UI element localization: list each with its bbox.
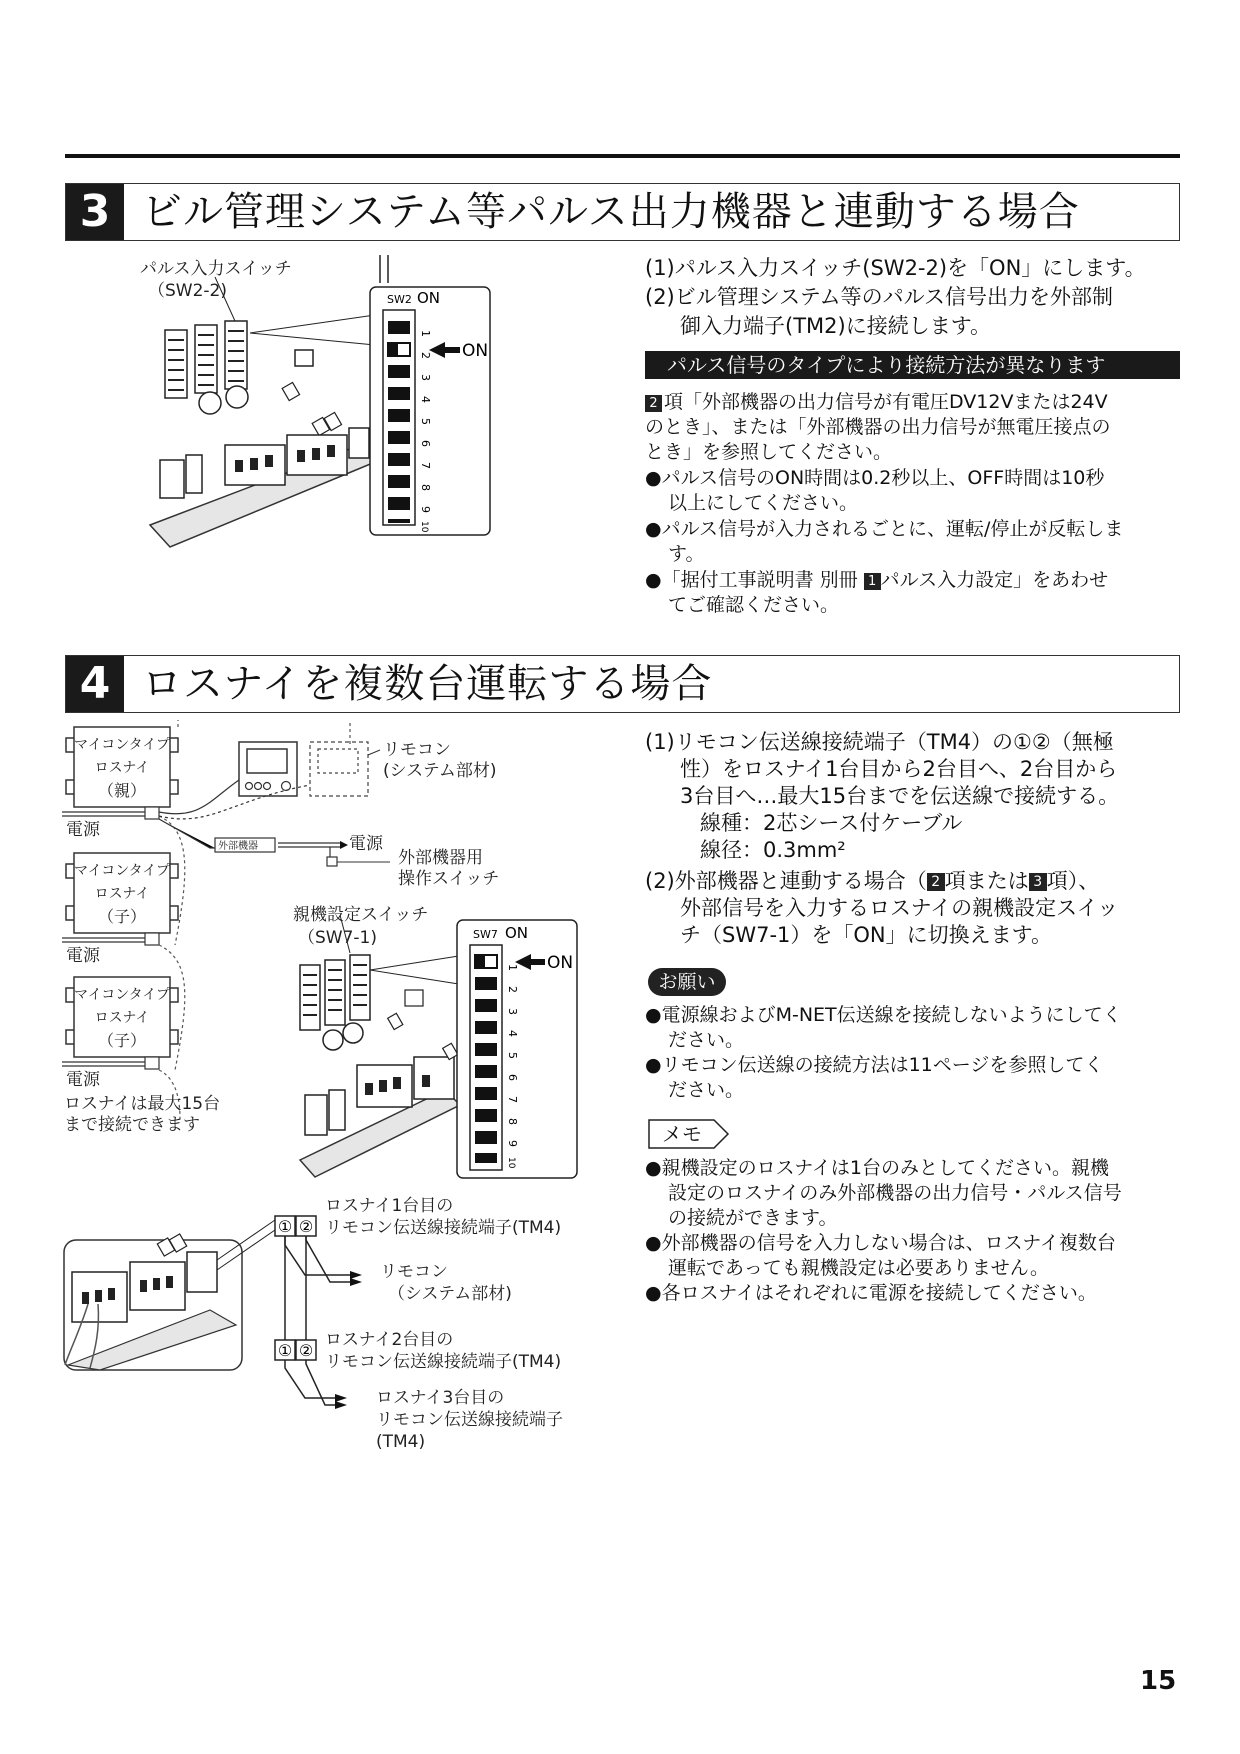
section-4-heading [65,655,1180,713]
remote-label: リモコン [383,740,451,760]
top-rule [65,154,1180,158]
unit-1-line-2: ロスナイ [94,760,150,776]
to-remote-label-1: リモコン [380,1262,448,1282]
memo-bullet-1: ●親機設定のロスナイは1台のみとしてください。親機 [645,1157,1109,1179]
section-3-number: 3 [66,184,124,240]
sw7-on-label: ON [505,924,529,942]
section-4-title: ロスナイを複数台運転する場合 [142,661,713,707]
arrow-right-icon [350,1271,362,1279]
s4-wire-type: 線種：2芯シース付ケーブル [700,811,963,835]
memo-bullet-1-cont-1: 設定のロスナイのみ外部機器の出力信号・パルス信号 [668,1182,1122,1204]
parent-switch-code: （SW7-1) [298,928,377,948]
request-bullet-2: ●リモコン伝送線の接続方法は11ページを参照してく [645,1054,1104,1076]
svg-text:4: 4 [419,396,432,403]
power-label-3: 電源 [66,1070,100,1090]
ref-number-box: 3 [1029,873,1047,891]
svg-text:8: 8 [506,1118,519,1125]
memo-bullet-2-cont: 運転であっても親機設定は必要ありません。 [668,1257,1049,1279]
terminal-1-mark-2: ② [298,1217,314,1236]
pulse-type-banner: パルス信号のタイプにより接続方法が異なります [645,351,1180,379]
unit-3-terminal-label-3: (TM4) [376,1432,426,1452]
svg-text:9: 9 [419,506,432,513]
unit-1-terminal-label-2: リモコン伝送線接続端子(TM4) [325,1218,562,1238]
arrow-right-icon [335,1401,347,1409]
s4-step-1-cont-2: 3台目へ…最大15台までを伝送線で接続する。 [680,784,1120,808]
s3-note-line-1: 2 項「外部機器の出力信号が有電圧DV12Vまたは24V [645,390,1108,414]
svg-text:6: 6 [419,440,432,447]
unit-1-terminal-label-1: ロスナイ1台目の [325,1196,454,1216]
request-bullet-2-cont: ださい。 [668,1079,745,1101]
svg-text:2: 2 [506,986,519,993]
sw2-on-arrow-label: ON [462,341,489,361]
unit-3-terminal-label-2: リモコン伝送線接続端子 [376,1410,563,1430]
s3-note-line-3: とき」を参照してください。 [645,441,893,463]
power-label-1: 電源 [66,820,100,840]
unit-3-line-2: ロスナイ [94,1010,150,1026]
terminal-2-mark-1: ① [277,1341,293,1360]
section-3-heading [65,183,1180,241]
sw2-on-label: ON [417,289,441,307]
memo-label: メモ [662,1122,702,1146]
s3-bullet-1: ●パルス信号のON時間は0.2秒以上、OFF時間は10秒 [645,467,1105,489]
svg-text:5: 5 [419,418,432,425]
to-remote-label-2: （システム部材) [388,1284,512,1304]
external-switch-label-2: 操作スイッチ [398,869,500,889]
max-units-label-1: ロスナイは最大15台 [64,1094,221,1114]
unit-2-terminal-label-1: ロスナイ2台目の [325,1330,454,1350]
power-label-2: 電源 [66,946,100,966]
sw7-name: SW7 [473,928,498,941]
s3-bullet-3: ●「据付工事説明書 別冊 1 パルス入力設定」をあわせ [645,569,1109,591]
s3-bullet-1-cont: 以上にしてください。 [668,492,859,514]
svg-text:1: 1 [506,964,519,971]
page-number: 15 [1140,1666,1177,1696]
ref-number-box: 1 [864,573,881,590]
svg-text:1: 1 [419,330,432,337]
arrow-right-icon [350,1278,362,1286]
ref-number-box: 2 [645,395,662,412]
section-3-title: ビル管理システム等パルス出力機器と連動する場合 [142,189,1080,235]
svg-text:5: 5 [506,1052,519,1059]
unit-3-line-1: マイコンタイプ [74,987,170,1003]
svg-text:6: 6 [506,1074,519,1081]
svg-text:4: 4 [506,1030,519,1037]
ref-number-box: 2 [927,873,945,891]
s3-bullet-2-cont: す。 [668,543,705,565]
unit-3-terminal-label-1: ロスナイ3台目の [376,1388,505,1408]
svg-text:3: 3 [506,1008,519,1015]
svg-text:2: 2 [419,352,432,359]
s4-step-2-cont-2: チ（SW7-1）を「ON」に切換えます。 [680,923,1052,947]
max-units-label-2: まで接続できます [64,1115,200,1135]
unit-2-terminal-label-2: リモコン伝送線接続端子(TM4) [325,1352,562,1372]
svg-text:7: 7 [506,1096,519,1103]
s4-step-2: (2)外部機器と連動する場合（ 2 項または 3 項）、 [645,869,1100,893]
svg-text:10: 10 [506,1157,516,1169]
s3-bullet-2: ●パルス信号が入力されるごとに、運転/停止が反転しま [645,518,1124,540]
unit-3-line-3: （子） [97,1031,147,1050]
sw7-on-arrow-label: ON [547,953,574,973]
s4-step-1-cont-1: 性）をロスナイ1台目から2台目へ、2台目から [680,757,1118,781]
unit-2-line-1: マイコンタイプ [74,863,170,879]
s3-note-line-2: のとき」、または「外部機器の出力信号が無電圧接点の [645,416,1111,438]
s4-wire-size: 線径：0.3mm² [700,838,846,862]
pulse-switch-label: パルス入力スイッチ [140,259,292,279]
external-switch-label-1: 外部機器用 [398,848,483,868]
memo-bullet-1-cont-2: の接続ができます。 [668,1207,838,1229]
external-power-label: 電源 [349,834,383,854]
svg-text:10: 10 [419,521,429,533]
section-4-number: 4 [66,656,124,712]
s4-step-2-cont-1: 外部信号を入力するロスナイの親機設定スイッ [680,896,1119,920]
request-badge: お願い [648,968,726,996]
request-bullet-1-cont: ださい。 [668,1029,745,1051]
parent-switch-label: 親機設定スイッチ [293,905,429,925]
memo-bullet-2: ●外部機器の信号を入力しない場合は、ロスナイ複数台 [645,1232,1116,1254]
terminal-2-mark-2: ② [298,1341,314,1360]
s3-step-2: (2)ビル管理システム等のパルス信号出力を外部制 [645,285,1114,309]
s3-bullet-3-cont: てご確認ください。 [668,594,840,616]
arrow-right-icon [335,1394,347,1402]
s3-step-1: (1)パルス入力スイッチ(SW2-2)を「ON」にします。 [645,256,1146,280]
unit-1-line-3: （親） [97,781,147,800]
optional-remote-controller [310,742,368,796]
svg-text:7: 7 [419,462,432,469]
sw2-name: SW2 [387,293,412,306]
external-device-tag: 外部機器 [218,841,258,852]
s4-step-1: (1)リモコン伝送線接続端子（TM4）の①②（無極 [645,730,1114,754]
unit-2-line-3: （子） [97,907,147,926]
memo-bullet-3: ●各ロスナイはそれぞれに電源を接続してください。 [645,1282,1097,1304]
pulse-switch-code: （SW2-2) [148,281,227,301]
remote-system-label: (システム部材) [383,761,497,781]
memo-tag [648,1119,730,1149]
svg-text:3: 3 [419,374,432,381]
unit-2-line-2: ロスナイ [94,886,150,902]
terminal-1-mark-1: ① [277,1217,293,1236]
request-bullet-1: ●電源線およびM-NET伝送線を接続しないようにしてく [645,1004,1122,1026]
s3-step-2-cont: 御入力端子(TM2)に接続します。 [680,314,992,338]
unit-1-line-1: マイコンタイプ [74,737,170,753]
svg-text:9: 9 [506,1140,519,1147]
svg-text:8: 8 [419,484,432,491]
